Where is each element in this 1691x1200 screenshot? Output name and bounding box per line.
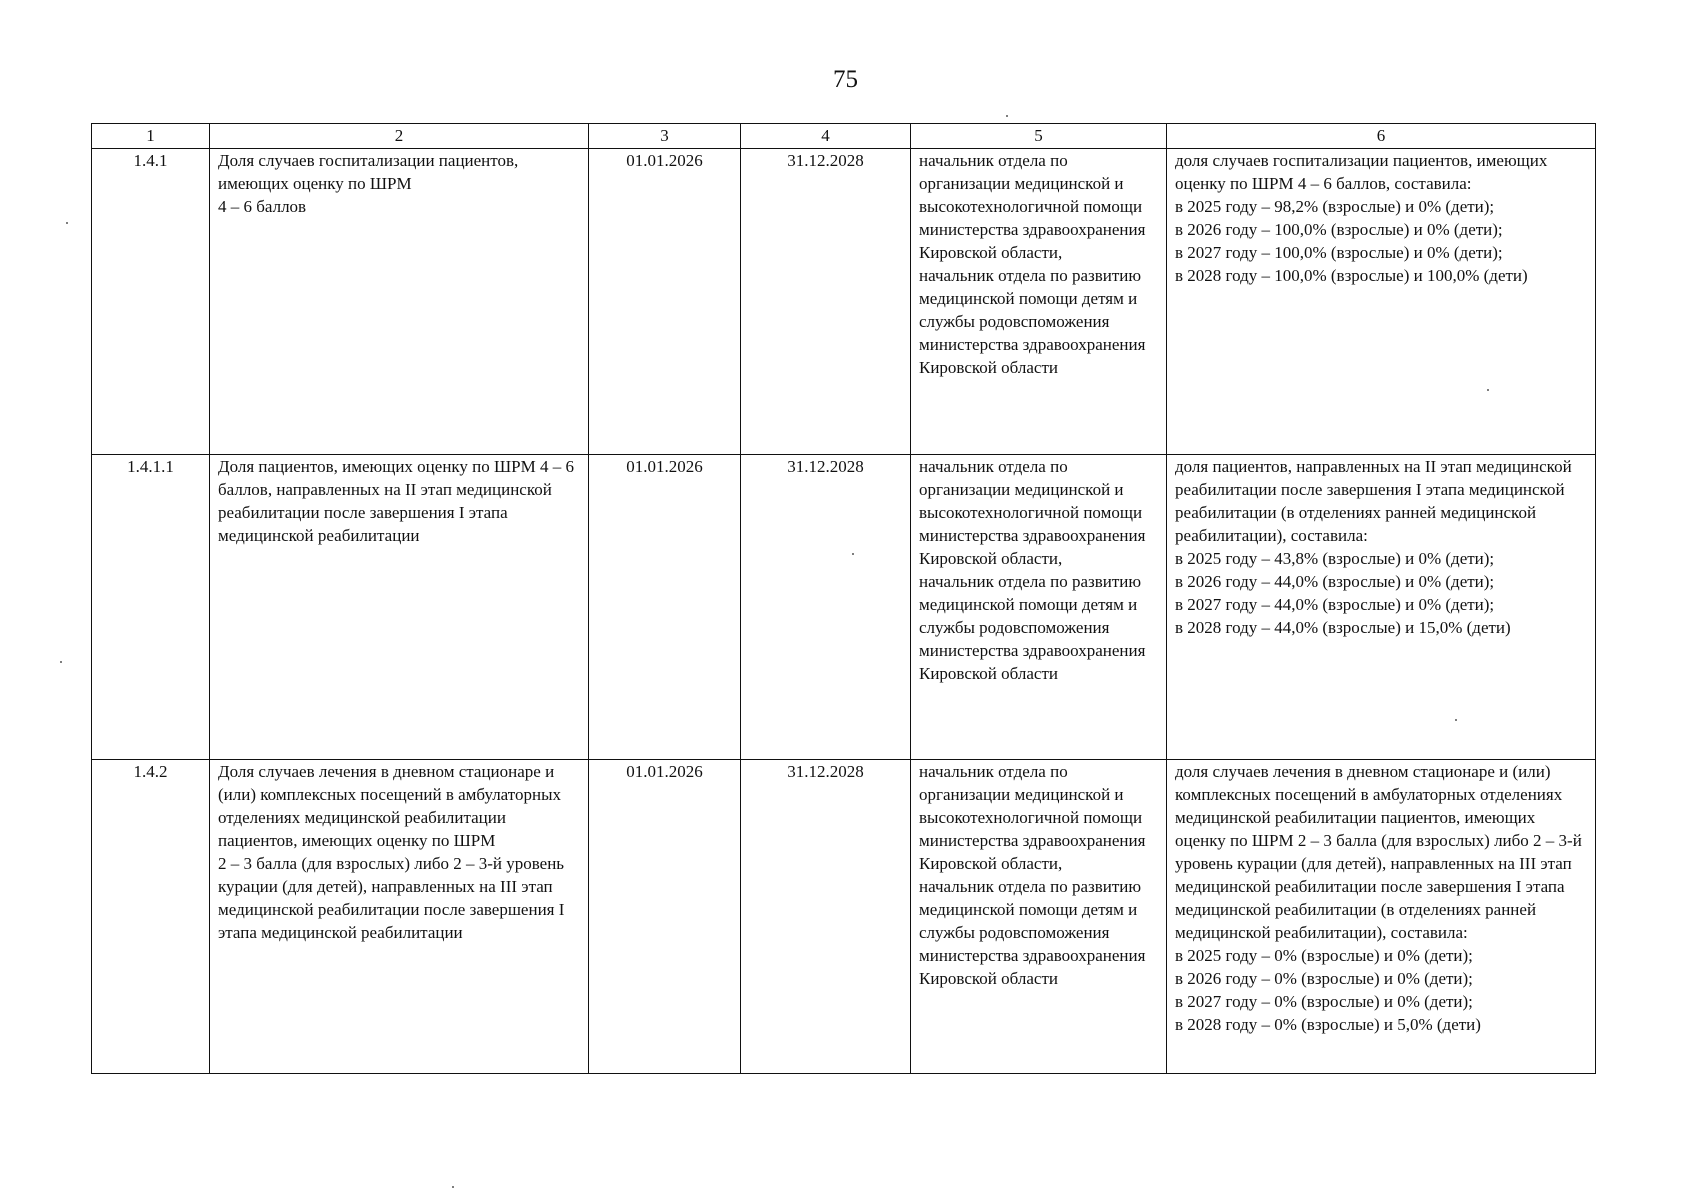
responsible-person: начальник отдела по организации медицинской и высокотехнологичной помощи министерства здравоохранения Кировской области, начальник отдела по развитию медицинской помощи детям и службы родовспоможения министерства здравоохранения Кировской области [911,149,1167,455]
indicator-name: Доля пациентов, имеющих оценку по ШРМ 4 – 6 баллов, направленных на II этап медицинской реабилитации после завершения I этапа медицинской реабилитации [210,455,589,760]
row-number: 1.4.1.1 [92,455,210,760]
row-number: 1.4.2 [92,760,210,1074]
start-date: 01.01.2026 [589,760,741,1074]
responsible-person: начальник отдела по организации медицинской и высокотехнологичной помощи министерства здравоохранения Кировской области, начальник отдела по развитию медицинской помощи детям и службы родовспоможения министерства здравоохранения Кировской области [911,760,1167,1074]
end-date: 31.12.2028 [741,455,911,760]
indicator-name: Доля случаев лечения в дневном стационаре и (или) комплексных посещений в амбулаторных отделениях медицинской реабилитации пациентов, имеющих оценку по ШРМ 2 – 3 балла (для взрослых) либо 2 – 3-й уровень курации (для детей), направленных на III этап медицинской реабилитации после завершения I этапа медицинской реабилитации [210,760,589,1074]
end-date: 31.12.2028 [741,149,911,455]
expected-result: доля случаев лечения в дневном стационаре и (или) комплексных посещений в амбулаторных отделениях медицинской реабилитации пациентов, имеющих оценку по ШРМ 2 – 3 балла (для взрослых) либо 2 – 3-й уровень курации (для детей), направленных на III этап медицинской реабилитации после завершения I этапа медицинской реабилитации (в отделениях ранней медицинской реабилитации), составила: в 2025 году – 0% (взрослые) и 0% (дети); в 2026 году – 0% (взрослые) и 0% (дети); в 2027 году – 0% (взрослые) и 0% (дети); в 2028 году – 0% (взрослые) и 5,0% (дети) [1167,760,1596,1074]
header-col-5: 5 [911,124,1167,149]
table-row [92,455,1596,760]
header-col-3: 3 [589,124,741,149]
scan-speck [1487,389,1489,391]
scan-speck [60,661,62,663]
responsible-person: начальник отдела по организации медицинской и высокотехнологичной помощи министерства здравоохранения Кировской области, начальник отдела по развитию медицинской помощи детям и службы родовспоможения министерства здравоохранения Кировской области [911,455,1167,760]
indicator-name: Доля случаев госпитализации пациентов, имеющих оценку по ШРМ 4 – 6 баллов [210,149,589,455]
scan-speck [1455,719,1457,721]
end-date: 31.12.2028 [741,760,911,1074]
table-header-row [92,124,1596,149]
scan-speck [1006,115,1008,117]
expected-result: доля случаев госпитализации пациентов, имеющих оценку по ШРМ 4 – 6 баллов, составила: в 2025 году – 98,2% (взрослые) и 0% (дети); в 2026 году – 100,0% (взрослые) и 0% (дети); в 2027 году – 100,0% (взрослые) и 0% (дети); в 2028 году – 100,0% (взрослые) и 100,0% (дети) [1167,149,1596,455]
scan-speck [852,553,854,555]
table-row [92,760,1596,1074]
scan-speck [66,222,68,224]
scan-speck [452,1186,454,1188]
row-number: 1.4.1 [92,149,210,455]
header-col-4: 4 [741,124,911,149]
header-col-1: 1 [92,124,210,149]
expected-result: доля пациентов, направленных на II этап медицинской реабилитации после завершения I этапа медицинской реабилитации (в отделениях ранней медицинской реабилитации), составила: в 2025 году – 43,8% (взрослые) и 0% (дети); в 2026 году – 44,0% (взрослые) и 0% (дети); в 2027 году – 44,0% (взрослые) и 0% (дети); в 2028 году – 44,0% (взрослые) и 15,0% (дети) [1167,455,1596,760]
header-col-6: 6 [1167,124,1596,149]
start-date: 01.01.2026 [589,455,741,760]
measures-table [91,123,1596,1074]
table-row [92,149,1596,455]
header-col-2: 2 [210,124,589,149]
page-number: 75 [833,66,858,93]
start-date: 01.01.2026 [589,149,741,455]
